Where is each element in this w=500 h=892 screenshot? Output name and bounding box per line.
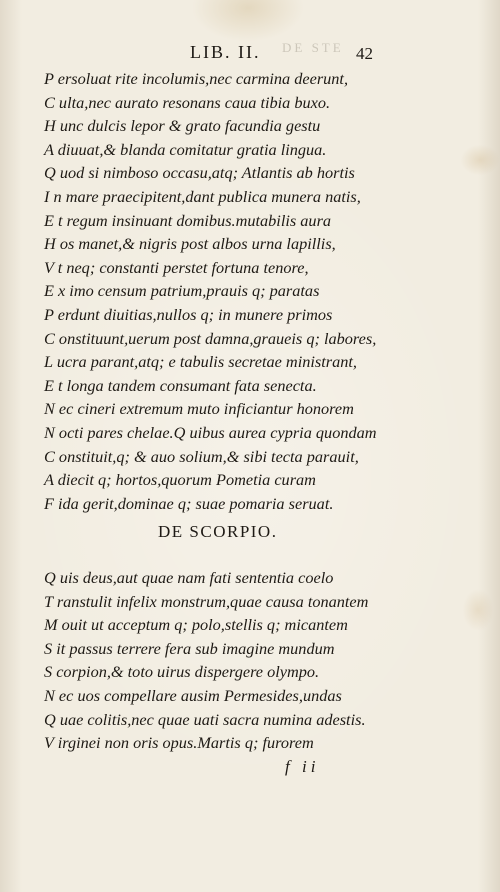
verse-line: P erdunt diuitias,nullos q; in munere primos [44, 304, 333, 324]
verse-line: N octi pares chelae.Q uibus aurea cypria quondam [44, 422, 377, 442]
running-head: LIB. II. [190, 42, 261, 62]
verse-line: F ida gerit,dominae q; suae pomaria seruat. [44, 493, 334, 513]
verse-line: E t longa tandem consumant fata senecta. [44, 375, 317, 395]
verse-line: E t regum insinuant domibus.mutabilis aura [44, 210, 332, 230]
verse-line: N ec cineri extremum muto inficiantur honorem [44, 399, 354, 419]
verse-line: S it passus terrere fera sub imagine mundum [44, 638, 335, 658]
verse-line: E x imo censum patrium,prauis q; paratas [44, 281, 320, 301]
verse-line: Q uae colitis,nec quae uati sacra numina adestis. [44, 709, 366, 729]
verse-line: C ulta,nec aurato resonans caua tibia buxo. [44, 92, 331, 112]
verse-line: H unc dulcis lepor & grato facundia gestu [44, 116, 321, 136]
verse-line: I n mare praecipitent,dant publica munera natis, [44, 186, 361, 206]
verse-line: T ranstulit infelix monstrum,quae causa tonantem [44, 591, 369, 611]
verse-line: N ec uos compellare ausim Permesides,undas [44, 685, 342, 705]
verse-line: V irginei non oris opus.Martis q; furorem [44, 733, 314, 753]
verse-line: P ersoluat rite incolumis,nec carmina deerunt, [44, 69, 349, 88]
verse-line: M ouit ut acceptum q; polo,stellis q; micantem [44, 615, 348, 635]
show-through-text: DE STE [282, 40, 344, 55]
verse-block-2 [44, 566, 368, 755]
signature-mark: f ii [285, 757, 320, 776]
verse-line: L ucra parant,atq; e tabulis secretae ministrant, [44, 352, 357, 372]
page-number: 42 [356, 44, 373, 63]
verse-line: H os manet,& nigris post albos urna lapillis, [44, 234, 336, 254]
verse-block-1 [44, 67, 377, 515]
verse-line: C onstituit,q; & auo solium,& sibi tecta parauit, [44, 446, 359, 466]
verse-line: V t neq; constanti perstet fortuna tenore, [44, 257, 309, 277]
verse-line: Q uis deus,aut quae nam fati sententia coelo [44, 568, 334, 587]
verse-line: C onstituunt,uerum post damna,graueis q; labores, [44, 328, 377, 348]
verse-line: S corpion,& toto uirus dispergere olympo. [44, 662, 320, 682]
section-heading: DE SCORPIO. [158, 522, 278, 541]
verse-line: Q uod si nimboso occasu,atq; Atlantis ab hortis [44, 163, 355, 183]
verse-line: A diecit q; hortos,quorum Pometia curam [44, 470, 316, 490]
verse-line: A diuuat,& blanda comitatur gratia lingua. [44, 139, 327, 159]
